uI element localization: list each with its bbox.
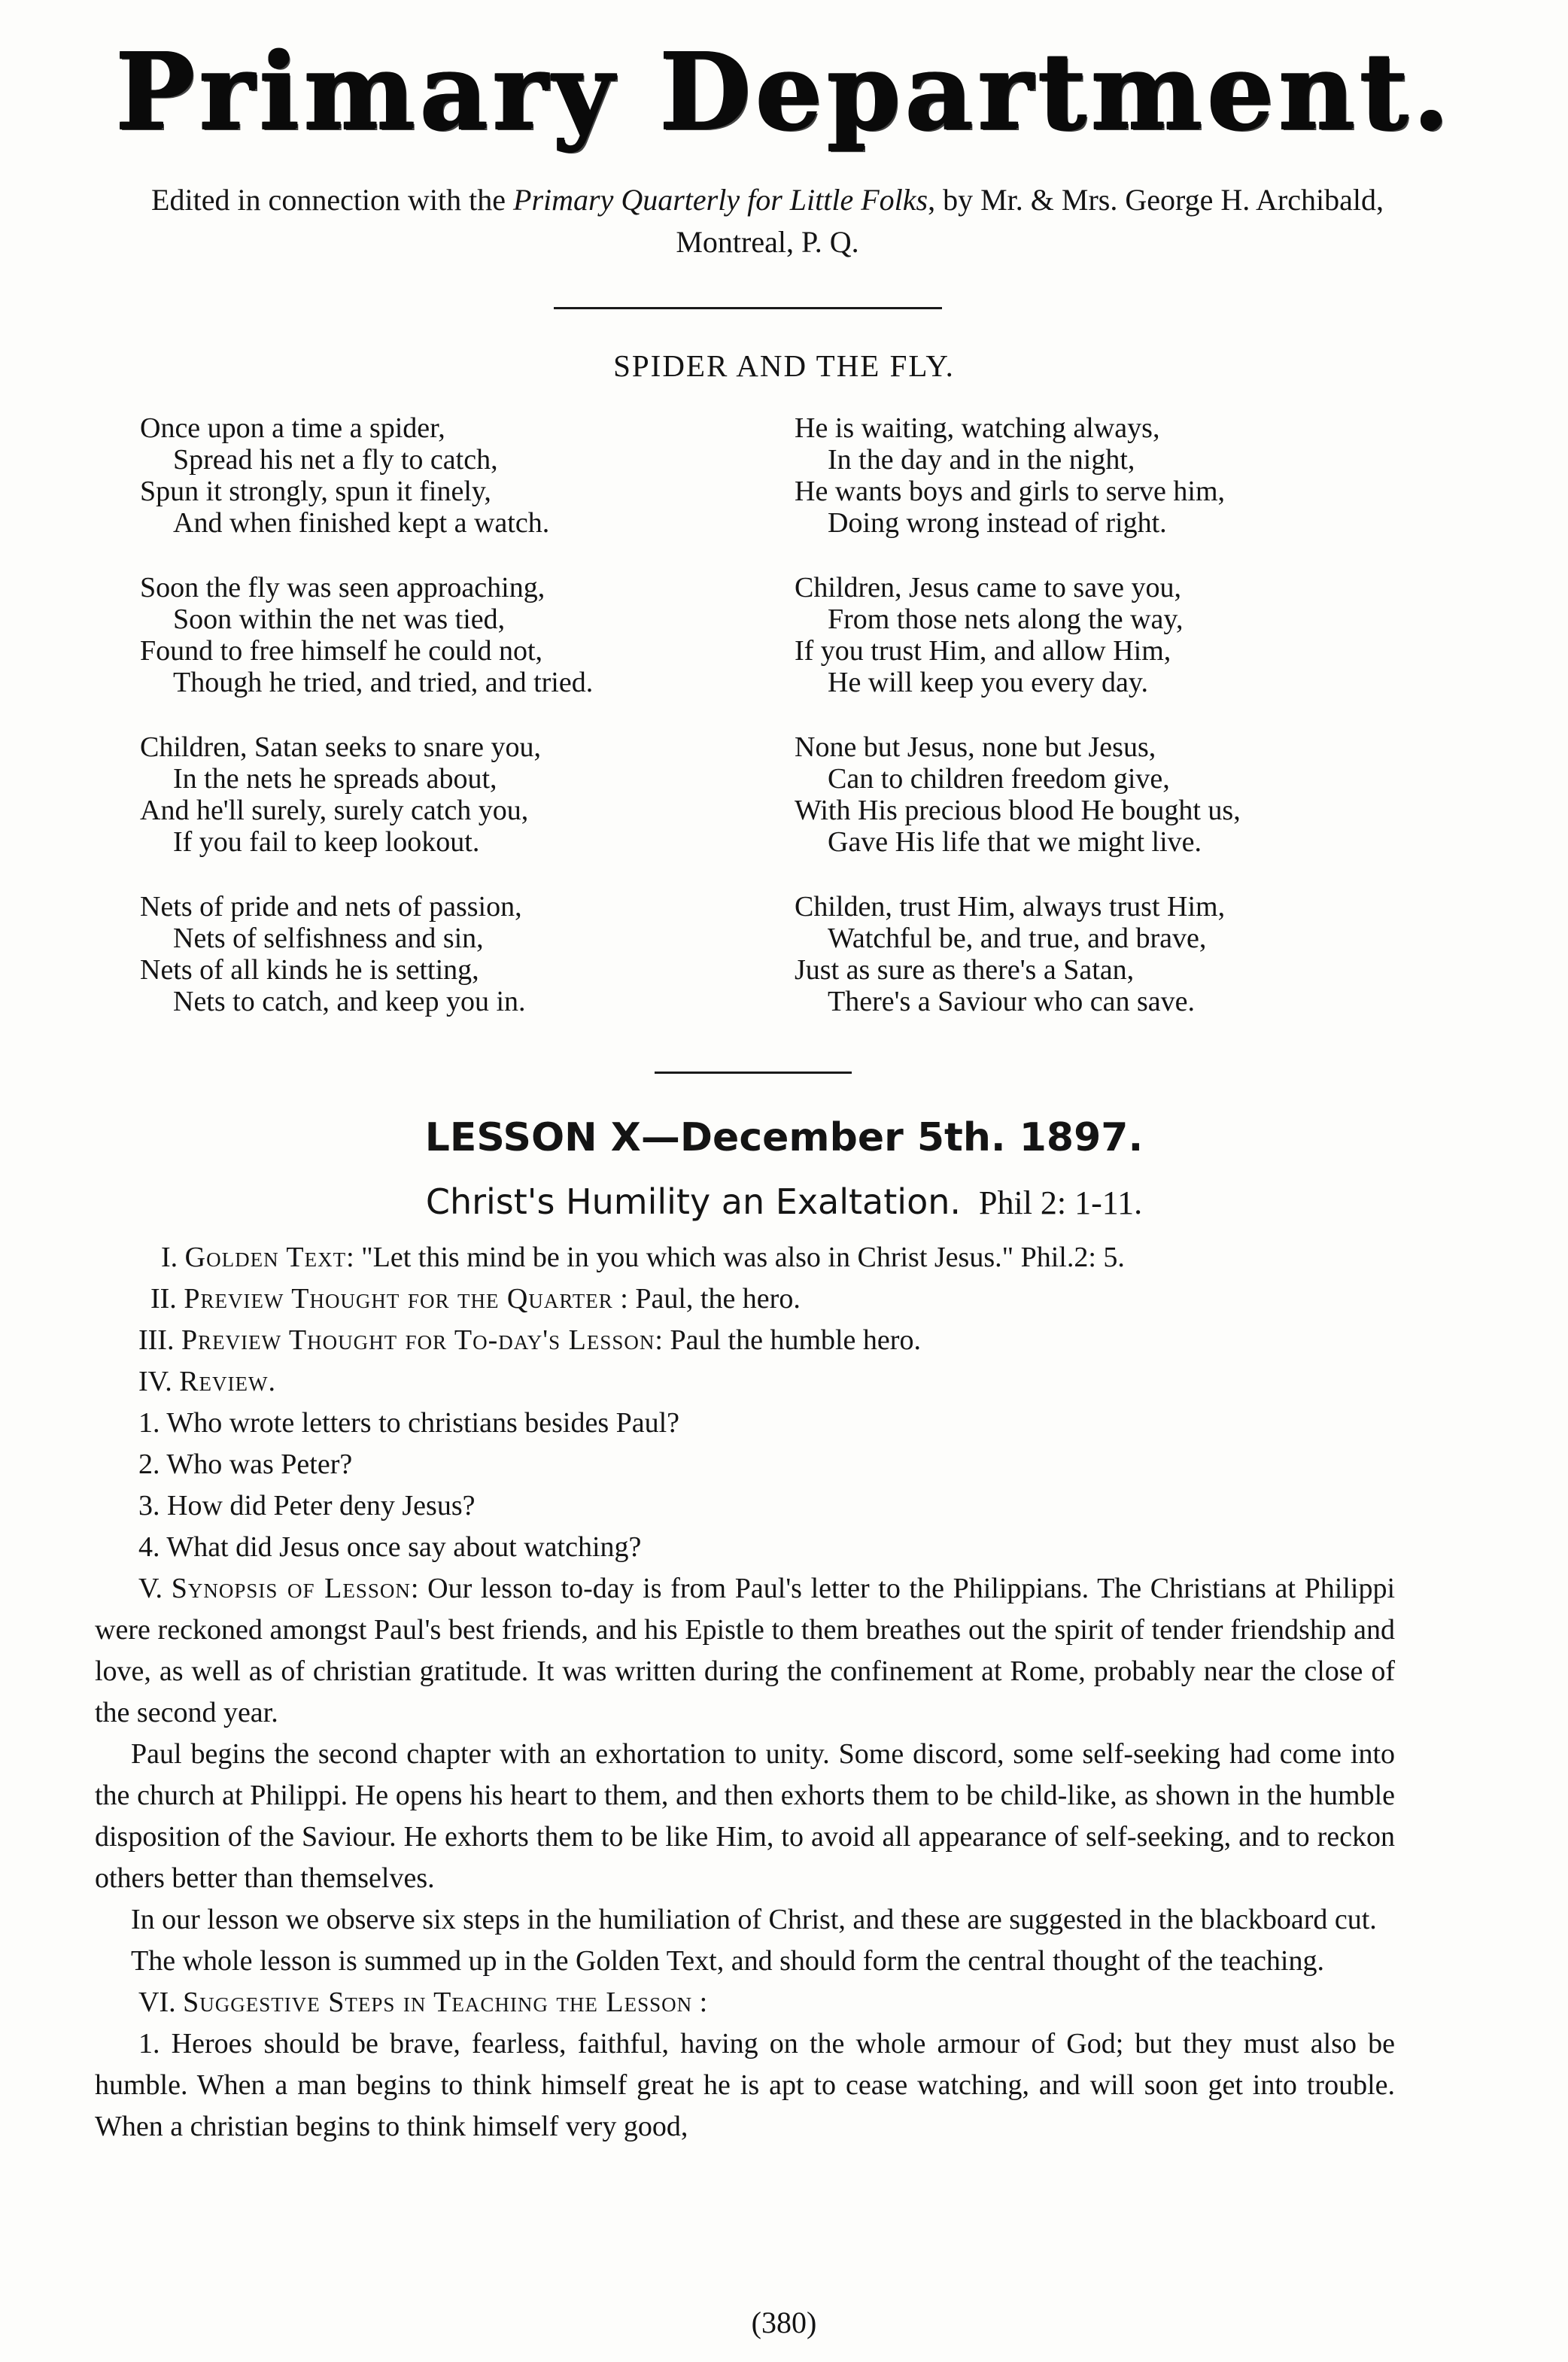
poem-line: Nets to catch, and keep you in. — [173, 986, 526, 1017]
lesson-item — [95, 1278, 1395, 1320]
poem-line: Though he tried, and tried, and tried. — [173, 667, 594, 698]
poem-stanza — [795, 412, 1472, 539]
poem-line: Found to free himself he could not, — [140, 635, 543, 667]
review-question — [95, 1403, 1395, 1444]
item-number: III. — [138, 1324, 175, 1356]
lesson-scripture-ref: Phil 2: 1-11. — [979, 1184, 1143, 1221]
poem-stanza — [795, 572, 1472, 698]
item-label: Preview Thought for the Quarter — [184, 1283, 613, 1315]
item-label: Suggestive Steps in Teaching the Lesson — [183, 1987, 693, 2018]
poem-line: Nets of selfishness and sin, — [173, 923, 484, 954]
lesson-paragraph: Paul begins the second chapter with an exhortation to unity. Some discord, some self-seeking had come into the church at Philippi. He opens his heart to them, and then exhorts them to be child-like, as shown in the humble disposition of the Saviour. He exhorts them to be like Him, to avoid all appearance of self-seeking, and to reckon others better than themselves. — [95, 1738, 1395, 1894]
poem-line: Nets of pride and nets of passion, — [140, 891, 522, 923]
poem-stanza — [140, 731, 817, 858]
lesson-item — [95, 1982, 1395, 2023]
item-number: VI. — [138, 1987, 176, 2018]
poem-stanza — [795, 891, 1472, 1017]
question-number: 2. — [138, 1449, 160, 1480]
step-text: Heroes should be brave, fearless, faithful, having on the whole armour of God; but they must also be humble. When a man begins to think himself great he is apt to cease watching, and will soon get into trouble. When a christian begins to think himself very good, — [95, 2028, 1396, 2142]
poem-line: Nets of all kinds he is setting, — [140, 954, 479, 986]
lesson-subtitle — [0, 1181, 1568, 1222]
lesson-item — [95, 1361, 1395, 1403]
poem-stanza — [140, 891, 817, 1017]
lesson-item — [95, 1237, 1395, 1278]
item-number: II. — [150, 1283, 177, 1315]
question-text: What did Jesus once say about watching? — [166, 1531, 642, 1563]
poem-line: Doing wrong instead of right. — [828, 507, 1167, 539]
poem-line: Once upon a time a spider, — [140, 412, 445, 444]
lesson-paragraph: The whole lesson is summed up in the Golden Text, and should form the central thought of the teaching. — [131, 1945, 1324, 1977]
item-label: Golden Text — [184, 1242, 347, 1273]
page-number: (380) — [751, 2306, 817, 2339]
question-text: Who wrote letters to christians besides Paul? — [166, 1407, 680, 1439]
item-text: : "Let this mind be in you which was also in Christ Jesus." Phil.2: 5. — [346, 1242, 1125, 1273]
poem-stanza — [795, 731, 1472, 858]
poem-line: If you fail to keep lookout. — [173, 826, 480, 858]
review-question — [95, 1485, 1395, 1527]
review-question — [95, 1527, 1395, 1568]
poem-line: He will keep you every day. — [828, 667, 1148, 698]
poem-stanza — [140, 412, 817, 539]
question-text: How did Peter deny Jesus? — [167, 1490, 476, 1521]
synopsis-paragraph — [95, 1568, 1395, 1734]
poem-title: SPIDER AND THE FLY. — [613, 348, 955, 383]
poem-line: He wants boys and girls to serve him, — [795, 476, 1226, 507]
item-label: Preview Thought for To-day's Lesson — [181, 1324, 655, 1356]
poem-line: In the nets he spreads about, — [173, 763, 497, 795]
item-text: : Paul, the hero. — [612, 1283, 801, 1315]
poem-line: Childen, trust Him, always trust Him, — [795, 891, 1226, 923]
editor-note-prefix: Edited in connection with the — [151, 183, 514, 217]
poem-line: Just as sure as there's a Satan, — [795, 954, 1135, 986]
step-number: 1. — [138, 2028, 160, 2060]
question-text: Who was Peter? — [166, 1449, 353, 1480]
poem-line: There's a Saviour who can save. — [828, 986, 1196, 1017]
review-question — [95, 1444, 1395, 1485]
item-text: : — [692, 1987, 708, 2018]
poem-right-column — [795, 412, 1472, 1050]
item-number: V. — [138, 1573, 163, 1604]
lesson-subtitle-text: Christ's Humility an Exaltation. — [425, 1181, 961, 1222]
poem-line: Can to children freedom give, — [828, 763, 1170, 795]
poem-line: And when finished kept a watch. — [173, 507, 550, 539]
item-label: Synopsis of Lesson — [171, 1573, 411, 1604]
rule-middle — [655, 1072, 852, 1074]
poem-line: If you trust Him, and allow Him, — [795, 635, 1171, 667]
poem-left-column — [140, 412, 817, 1050]
poem-line: Soon within the net was tied, — [173, 603, 506, 635]
poem-line: In the day and in the night, — [828, 444, 1135, 476]
poem-line: And he'll surely, surely catch you, — [140, 795, 529, 826]
item-number: I. — [161, 1242, 178, 1273]
poem-line: Children, Jesus came to save you, — [795, 572, 1181, 603]
question-number: 3. — [138, 1490, 160, 1521]
editor-note-suffix: , by Mr. & Mrs. George H. Archibald, Montreal, P. Q. — [676, 183, 1384, 259]
item-number: IV. — [138, 1366, 172, 1397]
poem-line: From those nets along the way, — [828, 603, 1184, 635]
publication-title: Primary Quarterly for Little Folks — [513, 183, 928, 217]
poem-line: None but Jesus, none but Jesus, — [795, 731, 1156, 763]
lesson-item — [95, 1320, 1395, 1361]
item-label: Review. — [179, 1366, 277, 1397]
question-number: 4. — [138, 1531, 160, 1563]
poem-line: Spun it strongly, spun it finely, — [140, 476, 491, 507]
masthead-title: Primary Department. — [114, 30, 1454, 154]
rule-top — [554, 307, 942, 309]
editor-note — [105, 179, 1430, 263]
lesson-title: LESSON X—December 5th. 1897. — [424, 1115, 1144, 1160]
item-text: : Paul the humble hero. — [655, 1324, 921, 1356]
question-number: 1. — [138, 1407, 160, 1439]
teaching-step — [95, 2023, 1395, 2148]
lesson-body — [95, 1237, 1395, 2148]
poem-line: Watchful be, and true, and brave, — [828, 923, 1207, 954]
poem-stanza — [140, 572, 817, 698]
poem-line: He is waiting, watching always, — [795, 412, 1160, 444]
item-text: : Our lesson to-day is from Paul's letter to the Philippians. The Christians at Philippi were reckoned amongst Paul's best friends, and his Epistle to them breathes out the spirit of tender friendship and love, as well as of christian gratitude. It was written during the confinement at Rome, probably near the close of the second year. — [95, 1573, 1395, 1728]
poem-line: Soon the fly was seen approaching, — [140, 572, 545, 603]
lesson-paragraph: In our lesson we observe six steps in the humiliation of Christ, and these are suggested in the blackboard cut. — [131, 1904, 1377, 1935]
poem-line: Children, Satan seeks to snare you, — [140, 731, 541, 763]
poem-line: With His precious blood He bought us, — [795, 795, 1241, 826]
poem-line: Spread his net a fly to catch, — [173, 444, 498, 476]
poem-line: Gave His life that we might live. — [828, 826, 1202, 858]
